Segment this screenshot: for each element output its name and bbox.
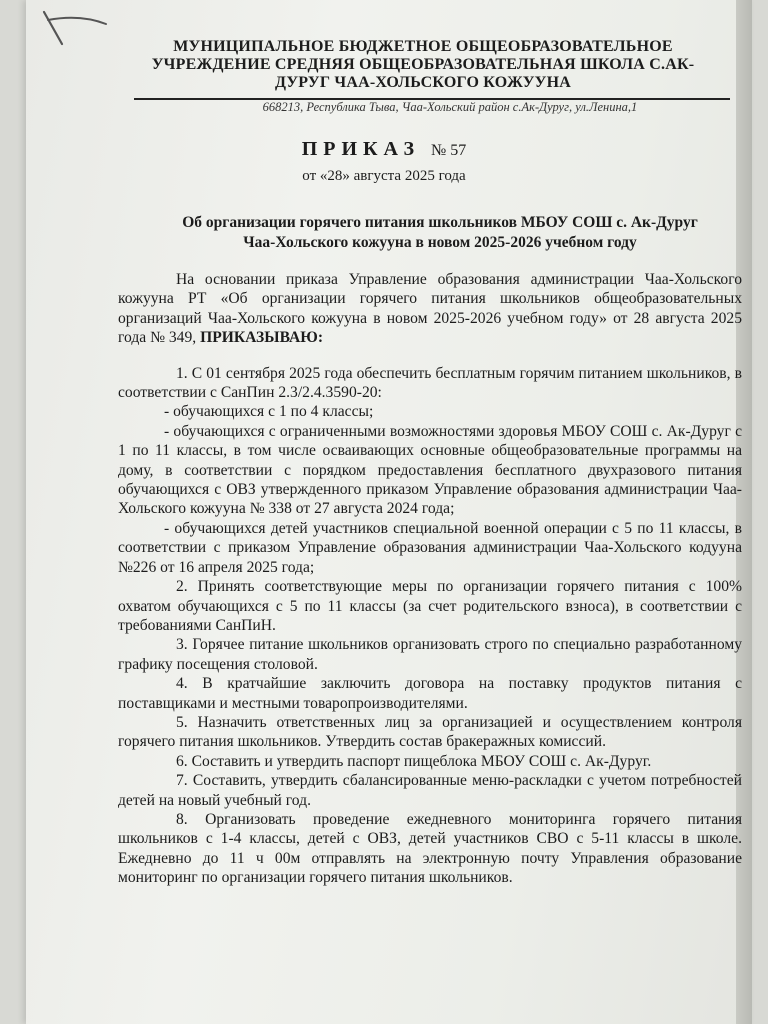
handwritten-check-mark: [40, 6, 110, 46]
order-item: 2. Принять соответствующие меры по организации горячего питания с 100% охватом обучающихся с 5 по 11 классы (за счет родительского взноса), в соответствии с требованиями СанПиН.: [118, 578, 742, 634]
preamble-text: На основании приказа Управление образования администрации Чаа-Хольского кожууна РТ «Об организации горячего питания школьников общеобразовательных организаций Чаа-Хольского кожууна в новом 2025-2026 учебном году» от 28 августа 2025 года № 349,: [118, 271, 742, 347]
preamble-emphasis: ПРИКАЗЫВАЮ:: [200, 329, 324, 347]
order-subitem: - обучающихся с ограниченными возможностями здоровья МБОУ СОШ с. Ак-Дуруг с 1 по 11 классы, в том числе осваивающих основные общеобразовательные программы на дому, в соответствии с порядком предоставления бесплатного двухразового питания обучающихся с ОВЗ утвержденного приказом Управление образования администрации Чаа-Хольского кожууна № 338 от 27 августа 2024 года;: [118, 422, 742, 518]
order-item: 4. В кратчайшие заключить договора на поставку продуктов питания с поставщиками и местными товаропроизводителями.: [118, 675, 742, 712]
subject-line: Об организации горячего питания школьников МБОУ СОШ с. Ак-Дуруг: [182, 214, 698, 231]
order-items: [118, 364, 742, 888]
order-subitem: - обучающихся с 1 по 4 классы;: [164, 403, 374, 421]
order-item: 3. Горячее питание школьников организовать строго по специально разработанному графику посещения столовой.: [118, 636, 742, 673]
subject-line: Чаа-Хольского кожууна в новом 2025-2026 учебном году: [243, 234, 637, 251]
institution-line: ДУРУГ ЧАА-ХОЛЬСКОГО КОЖУУНА: [274, 74, 572, 91]
order-item: 7. Составить, утвердить сбалансированные меню-раскладки с учетом потребностей детей на новый учебный год.: [118, 772, 742, 809]
order-date: от «28» августа 2025 года: [302, 168, 466, 184]
institution-address: 668213, Республика Тыва, Чаа-Хольский район с.Ак-Дуруг, ул.Ленина,1: [262, 100, 638, 114]
order-item: 8. Организовать проведение ежедневного мониторинга горячего питания школьников с 1-4 классы, детей с ОВЗ, детей участников СВО с 5-11 классы в школе. Ежедневно до 11 ч 00м отправлять на электронную почту Управления образование мониторинг по организации горячего питания школьников.: [118, 810, 742, 887]
order-item: 5. Назначить ответственных лиц за организацией и осуществлением контроля горячего питания школьников. Утвердить состав бракеражных комиссий.: [118, 713, 742, 751]
order-item: 6. Составить и утвердить паспорт пищеблока МБОУ СОШ с. Ак-Дуруг.: [176, 752, 652, 770]
institution-line: МУНИЦИПАЛЬНОЕ БЮДЖЕТНОЕ ОБЩЕОБРАЗОВАТЕЛЬНОЕ: [173, 38, 673, 55]
order-subject: [140, 213, 740, 253]
order-number: № 57: [431, 142, 467, 159]
order-title-text: ПРИКАЗ: [301, 138, 421, 160]
order-item: 1. С 01 сентября 2025 года обеспечить бесплатным горячим питанием школьников, в соответствии с СанПин 2.3/2.4.3590-20:: [118, 364, 742, 402]
preamble-paragraph: [118, 270, 742, 348]
institution-line: УЧРЕЖДЕНИЕ СРЕДНЯЯ ОБЩЕОБРАЗОВАТЕЛЬНАЯ ШКОЛА С.АК-: [151, 56, 695, 73]
order-subitem: - обучающихся детей участников специальной военной операции с 5 по 11 классы, в соответствии с приказом Управление образования администрации Чаа-Хольского кодууна №226 от 16 апреля 2025 года;: [118, 519, 742, 576]
order-title: [0, 138, 768, 161]
order-body: [118, 270, 742, 888]
institution-header: [118, 38, 728, 92]
